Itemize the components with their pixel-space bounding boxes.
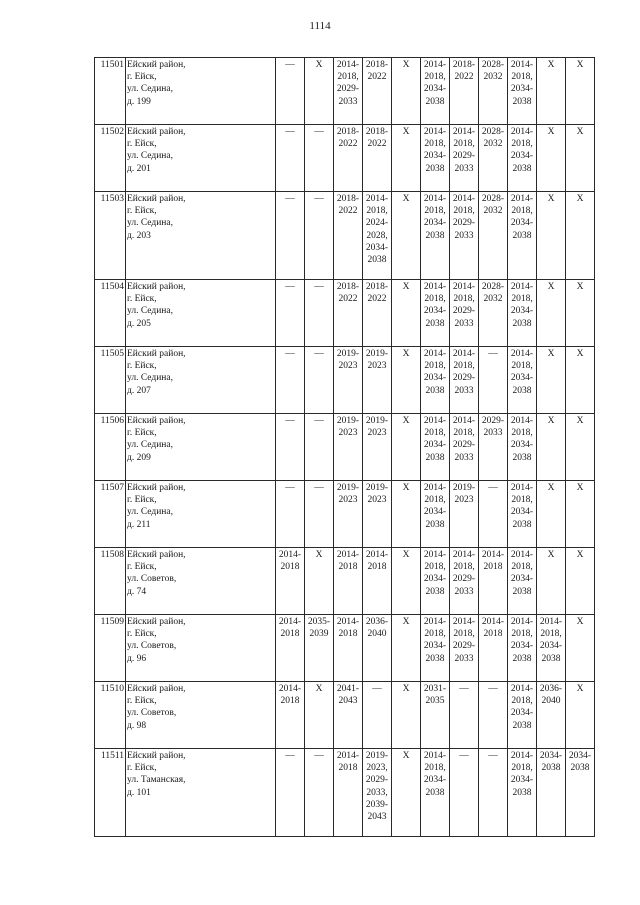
period-cell: 2014- 2018: [479, 615, 508, 682]
period-cell: 2034- 2038: [537, 749, 566, 837]
address-cell: Ейский район, г. Ейск, ул. Седина, д. 199: [126, 58, 276, 125]
period-cell: 2014- 2018, 2029- 2033: [450, 615, 479, 682]
period-cell: 2031- 2035: [421, 682, 450, 749]
period-cell: X: [537, 58, 566, 125]
table-row: [95, 192, 595, 280]
period-cell: 2014- 2018: [363, 548, 392, 615]
period-cell: X: [392, 414, 421, 481]
period-cell: 2014- 2018, 2034- 2038: [508, 749, 537, 837]
address-cell: Ейский район, г. Ейск, ул. Таманская, д. 101: [126, 749, 276, 837]
period-cell: 2019- 2023: [363, 347, 392, 414]
period-cell: —: [276, 749, 305, 837]
table-row: [95, 481, 595, 548]
period-cell: X: [392, 481, 421, 548]
period-cell: 2018- 2022: [363, 125, 392, 192]
row-number-cell: 11503: [95, 192, 126, 280]
period-cell: 2014- 2018, 2034- 2038: [508, 125, 537, 192]
period-cell: 2014- 2018: [276, 615, 305, 682]
period-cell: —: [450, 682, 479, 749]
page-number: 1114: [309, 20, 331, 32]
period-cell: —: [305, 749, 334, 837]
period-cell: X: [566, 192, 595, 280]
period-cell: —: [305, 192, 334, 280]
row-number-cell: 11508: [95, 548, 126, 615]
period-cell: —: [305, 347, 334, 414]
period-cell: X: [392, 347, 421, 414]
period-cell: X: [566, 682, 595, 749]
period-cell: 2014- 2018: [276, 682, 305, 749]
address-cell: Ейский район, г. Ейск, ул. Седина, д. 211: [126, 481, 276, 548]
period-cell: 2014- 2018, 2034- 2038: [508, 280, 537, 347]
row-number-cell: 11511: [95, 749, 126, 837]
period-cell: 2014- 2018: [334, 615, 363, 682]
row-number-cell: 11502: [95, 125, 126, 192]
address-cell: Ейский район, г. Ейск, ул. Седина, д. 203: [126, 192, 276, 280]
period-cell: 2035- 2039: [305, 615, 334, 682]
period-cell: —: [276, 481, 305, 548]
table-row: [95, 280, 595, 347]
period-cell: 2014- 2018, 2034- 2038: [421, 347, 450, 414]
period-cell: 2019- 2023: [363, 481, 392, 548]
table-row: [95, 414, 595, 481]
registry-table: [94, 57, 595, 837]
period-cell: 2018- 2022: [334, 280, 363, 347]
period-cell: 2036- 2040: [363, 615, 392, 682]
period-cell: 2014- 2018: [334, 548, 363, 615]
period-cell: 2014- 2018, 2034- 2038: [508, 414, 537, 481]
period-cell: 2034- 2038: [566, 749, 595, 837]
period-cell: 2028- 2032: [479, 58, 508, 125]
period-cell: 2014- 2018, 2029- 2033: [334, 58, 363, 125]
period-cell: X: [566, 58, 595, 125]
period-cell: X: [392, 749, 421, 837]
period-cell: 2041- 2043: [334, 682, 363, 749]
period-cell: 2014- 2018, 2034- 2038: [421, 749, 450, 837]
row-number-cell: 11505: [95, 347, 126, 414]
period-cell: X: [392, 192, 421, 280]
period-cell: —: [305, 414, 334, 481]
period-cell: X: [566, 280, 595, 347]
period-cell: —: [276, 58, 305, 125]
period-cell: X: [566, 347, 595, 414]
address-cell: Ейский район, г. Ейск, ул. Седина, д. 201: [126, 125, 276, 192]
period-cell: X: [305, 682, 334, 749]
period-cell: 2019- 2023: [334, 347, 363, 414]
period-cell: —: [276, 192, 305, 280]
period-cell: X: [566, 414, 595, 481]
table-row: [95, 548, 595, 615]
period-cell: X: [537, 481, 566, 548]
period-cell: X: [566, 481, 595, 548]
period-cell: X: [566, 125, 595, 192]
period-cell: 2014- 2018, 2034- 2038: [508, 481, 537, 548]
table-row: [95, 58, 595, 125]
period-cell: 2018- 2022: [334, 125, 363, 192]
period-cell: —: [305, 481, 334, 548]
table-row: [95, 749, 595, 837]
period-cell: —: [479, 481, 508, 548]
period-cell: —: [276, 125, 305, 192]
period-cell: 2014- 2018, 2034- 2038: [421, 615, 450, 682]
period-cell: 2014- 2018, 2029- 2033: [450, 125, 479, 192]
row-number-cell: 11509: [95, 615, 126, 682]
period-cell: 2014- 2018, 2034- 2038: [508, 615, 537, 682]
period-cell: 2014- 2018, 2029- 2033: [450, 347, 479, 414]
address-cell: Ейский район, г. Ейск, ул. Седина, д. 205: [126, 280, 276, 347]
period-cell: —: [305, 125, 334, 192]
period-cell: 2014- 2018, 2034- 2038: [421, 280, 450, 347]
period-cell: X: [537, 414, 566, 481]
period-cell: 2029- 2033: [479, 414, 508, 481]
period-cell: 2014- 2018, 2034- 2038: [508, 192, 537, 280]
period-cell: 2014- 2018, 2024- 2028, 2034- 2038: [363, 192, 392, 280]
period-cell: 2014- 2018, 2034- 2038: [421, 481, 450, 548]
period-cell: 2014- 2018, 2034- 2038: [537, 615, 566, 682]
table-row: [95, 615, 595, 682]
period-cell: —: [276, 280, 305, 347]
period-cell: 2014- 2018, 2029- 2033: [450, 192, 479, 280]
period-cell: 2014- 2018: [276, 548, 305, 615]
address-cell: Ейский район, г. Ейск, ул. Седина, д. 207: [126, 347, 276, 414]
period-cell: 2014- 2018: [334, 749, 363, 837]
period-cell: X: [305, 58, 334, 125]
row-number-cell: 11507: [95, 481, 126, 548]
address-cell: Ейский район, г. Ейск, ул. Советов, д. 98: [126, 682, 276, 749]
period-cell: 2014- 2018, 2034- 2038: [421, 548, 450, 615]
address-cell: Ейский район, г. Ейск, ул. Советов, д. 74: [126, 548, 276, 615]
period-cell: 2019- 2023: [334, 414, 363, 481]
period-cell: —: [450, 749, 479, 837]
address-cell: Ейский район, г. Ейск, ул. Седина, д. 209: [126, 414, 276, 481]
period-cell: 2019- 2023: [450, 481, 479, 548]
period-cell: X: [392, 548, 421, 615]
period-cell: 2028- 2032: [479, 280, 508, 347]
period-cell: X: [537, 125, 566, 192]
period-cell: 2028- 2032: [479, 125, 508, 192]
period-cell: 2014- 2018, 2034- 2038: [508, 347, 537, 414]
period-cell: 2014- 2018, 2029- 2033: [450, 414, 479, 481]
period-cell: X: [537, 548, 566, 615]
period-cell: 2018- 2022: [334, 192, 363, 280]
period-cell: X: [537, 192, 566, 280]
period-cell: X: [392, 280, 421, 347]
period-cell: 2014- 2018, 2029- 2033: [450, 548, 479, 615]
period-cell: 2014- 2018, 2034- 2038: [421, 192, 450, 280]
period-cell: 2014- 2018, 2029- 2033: [450, 280, 479, 347]
row-number-cell: 11510: [95, 682, 126, 749]
period-cell: X: [537, 280, 566, 347]
row-number-cell: 11506: [95, 414, 126, 481]
period-cell: 2014- 2018, 2034- 2038: [421, 58, 450, 125]
table-row: [95, 682, 595, 749]
row-number-cell: 11504: [95, 280, 126, 347]
period-cell: —: [479, 749, 508, 837]
period-cell: X: [392, 682, 421, 749]
period-cell: —: [479, 682, 508, 749]
period-cell: X: [566, 615, 595, 682]
period-cell: —: [363, 682, 392, 749]
period-cell: —: [276, 414, 305, 481]
period-cell: 2018- 2022: [450, 58, 479, 125]
period-cell: 2014- 2018, 2034- 2038: [508, 58, 537, 125]
period-cell: 2019- 2023: [363, 414, 392, 481]
period-cell: 2018- 2022: [363, 58, 392, 125]
period-cell: X: [305, 548, 334, 615]
period-cell: 2019- 2023, 2029- 2033, 2039- 2043: [363, 749, 392, 837]
period-cell: —: [305, 280, 334, 347]
period-cell: 2014- 2018, 2034- 2038: [421, 125, 450, 192]
period-cell: 2028- 2032: [479, 192, 508, 280]
period-cell: —: [479, 347, 508, 414]
table-row: [95, 347, 595, 414]
period-cell: 2014- 2018, 2034- 2038: [508, 548, 537, 615]
period-cell: X: [392, 125, 421, 192]
address-cell: Ейский район, г. Ейск, ул. Советов, д. 96: [126, 615, 276, 682]
period-cell: 2014- 2018, 2034- 2038: [508, 682, 537, 749]
row-number-cell: 11501: [95, 58, 126, 125]
period-cell: X: [566, 548, 595, 615]
period-cell: 2018- 2022: [363, 280, 392, 347]
period-cell: 2014- 2018: [479, 548, 508, 615]
table-row: [95, 125, 595, 192]
period-cell: 2019- 2023: [334, 481, 363, 548]
period-cell: X: [537, 347, 566, 414]
period-cell: X: [392, 58, 421, 125]
period-cell: X: [392, 615, 421, 682]
period-cell: 2014- 2018, 2034- 2038: [421, 414, 450, 481]
period-cell: —: [276, 347, 305, 414]
period-cell: 2036- 2040: [537, 682, 566, 749]
